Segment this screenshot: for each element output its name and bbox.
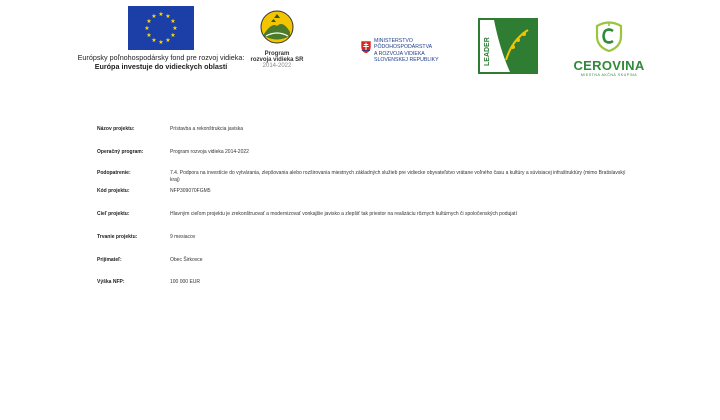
- leader-text: LEADER: [484, 37, 491, 66]
- svg-text:★: ★: [146, 32, 152, 39]
- eu-fund-text: Európsky poľnohospodársky fond pre rozvoj vidieka:: [77, 53, 245, 62]
- eu-fund-logo: [76, 6, 246, 71]
- row-value: 7.4. Podpora na investície do vytvárania, zlepšovania alebo rozširovania miestnych základných služieb pre vidiecke obyvateľstvo vrátane voľného času a kultúry a súvisiacej infraštruktúry (mimo Bratislavský kraj): [170, 170, 626, 183]
- slovak-coat-of-arms-icon: [360, 40, 372, 54]
- svg-text:★: ★: [170, 18, 176, 25]
- program-period: 2014-2022: [262, 63, 292, 69]
- leader-logo: [478, 18, 538, 74]
- svg-text:★: ★: [170, 32, 176, 39]
- row-label: Cieľ projektu:: [97, 211, 130, 217]
- ministry-line: MINISTERSTVO: [374, 38, 413, 44]
- svg-text:★: ★: [158, 39, 164, 46]
- row-value: 9 mesiacov: [170, 234, 196, 240]
- program-title: Program: [264, 51, 290, 57]
- row-value: NFP309070FGM5: [170, 188, 211, 194]
- program-subtitle: rozvoja vidieka SR: [250, 57, 304, 63]
- program-logo: [250, 10, 304, 69]
- eu-flag-icon: [128, 6, 194, 50]
- row-label: Trvanie projektu:: [97, 234, 138, 240]
- svg-text:★: ★: [146, 18, 152, 25]
- cerovina-emblem-icon: [594, 20, 624, 52]
- svg-text:★: ★: [165, 37, 171, 44]
- row-value: 100 000 EUR: [170, 279, 201, 285]
- row-value: Prístavba a rekonštrukcia javiska: [170, 126, 244, 132]
- eu-slogan-text: Európa investuje do vidieckych oblastí: [94, 62, 228, 71]
- ministry-line: PÔDOHOSPODÁRSTVA: [374, 44, 433, 51]
- cerovina-name: CEROVINA: [573, 58, 645, 73]
- program-emblem-icon: [260, 10, 294, 44]
- row-value: Program rozvoja vidieka 2014-2022: [170, 149, 249, 155]
- svg-text:★: ★: [151, 37, 157, 44]
- ministry-line: SLOVENSKEJ REPUBLIKY: [374, 56, 439, 63]
- row-value: Hlavným cieľom projektu je zrekonštruovať a modernizovať vonkajšie javisko a zlepšiť tak priestor na realizáciu rôznych kultúrnych či spoločenských podujatí: [170, 211, 517, 217]
- row-label: Prijímateľ:: [97, 257, 122, 263]
- row-value: Obec Širkovce: [170, 257, 203, 263]
- ministry-text: [374, 38, 439, 63]
- svg-text:★: ★: [165, 13, 171, 20]
- cerovina-logo: [566, 20, 652, 77]
- svg-text:★: ★: [151, 13, 157, 20]
- logo-header: [0, 0, 720, 90]
- cerovina-subtitle: MIESTNA AKČNÁ SKUPINA: [580, 73, 638, 77]
- row-label: Operačný program:: [97, 149, 144, 155]
- svg-text:★: ★: [158, 11, 164, 18]
- leader-emblem-icon: [480, 20, 536, 72]
- row-label: Názov projektu:: [97, 126, 135, 132]
- row-label: Výška NFP:: [97, 279, 125, 285]
- svg-text:★: ★: [144, 25, 150, 32]
- svg-text:★: ★: [172, 25, 178, 32]
- row-label: Kód projektu:: [97, 188, 130, 194]
- ministry-line: A ROZVOJA VIDIEKA: [374, 50, 425, 57]
- row-label: Podopatrenie:: [97, 170, 131, 176]
